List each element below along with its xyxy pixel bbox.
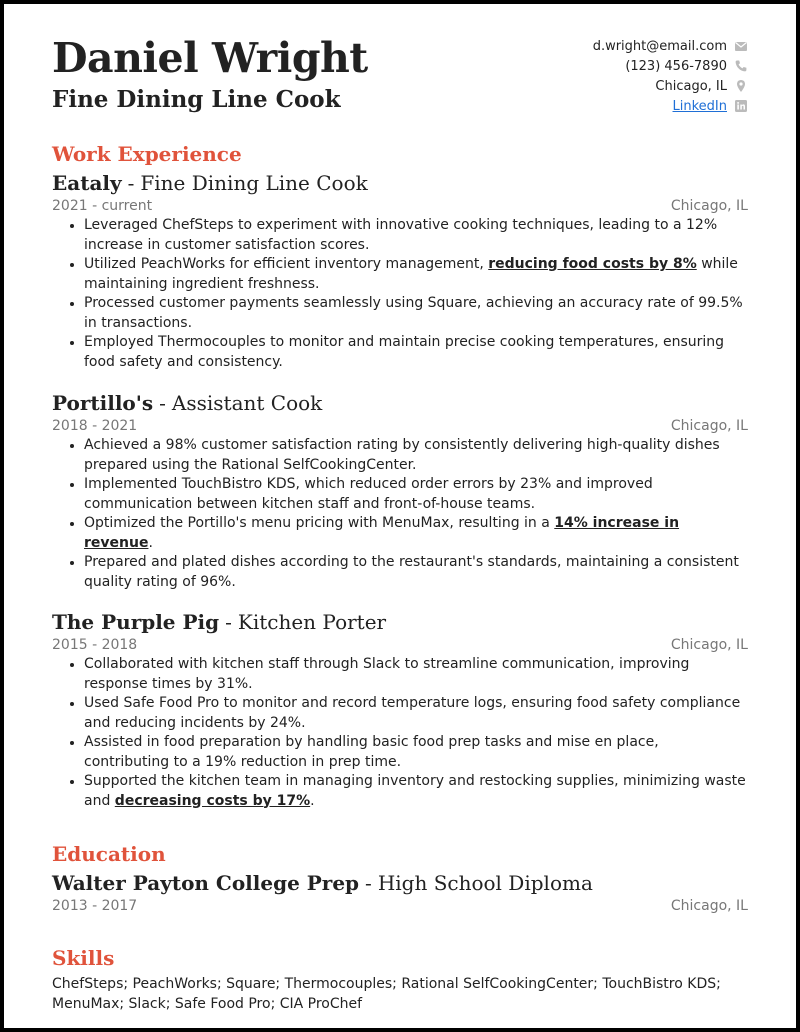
job-meta: [52, 416, 748, 436]
job-location: Chicago, IL: [670, 198, 748, 214]
education-entry: [52, 870, 748, 916]
contact-email[interactable]: d.wright@email.com: [592, 38, 727, 54]
job-role: Assistant Cook: [171, 391, 323, 415]
job-header: [52, 390, 748, 416]
bullet-text: Leveraged ChefSteps to experiment with innovative cooking techniques, leading to a 12% increase in customer satisfaction scores.: [84, 217, 718, 253]
bullet-text: Optimized the Portillo's menu pricing with MenuMax, resulting in a: [84, 515, 555, 531]
phone-icon: [734, 59, 748, 73]
bullet-text: Implemented TouchBistro KDS, which reduced order errors by 23% and improved communication between kitchen staff and front-of-house teams.: [84, 476, 653, 512]
job-bullets: [52, 655, 748, 811]
job-separator: -: [159, 391, 166, 415]
job-role: Kitchen Porter: [237, 610, 387, 634]
contact-email-row: [448, 36, 748, 56]
job-bullet: [84, 694, 748, 733]
job-role: Fine Dining Line Cook: [140, 171, 368, 195]
job-bullet: [84, 772, 748, 811]
job-header: [52, 170, 748, 196]
education-header: [52, 870, 748, 896]
job-entry: [52, 390, 748, 592]
skills-list: ChefSteps; PeachWorks; Square; Thermocouples; Rational SelfCookingCenter; TouchBistro KDS; MenuMax; Slack; Safe Food Pro; CIA ProChef: [52, 976, 721, 1012]
job-dates: 2018 - 2021: [52, 418, 138, 434]
bullet-text: Assisted in food preparation by handling basic food prep tasks and mise en place, contributing to a 19% reduction in prep time.: [84, 734, 659, 770]
bullet-text: Prepared and plated dishes according to the restaurant's standards, maintaining a consistent quality rating of 96%.: [84, 554, 739, 590]
job-header: [52, 609, 748, 635]
contact-block: [448, 36, 748, 116]
job-bullet: [84, 294, 748, 333]
bullet-text: Utilized PeachWorks for efficient inventory management,: [84, 256, 489, 272]
job-bullet: [84, 333, 748, 372]
education-separator: -: [365, 871, 372, 895]
bullet-text-tail: while maintaining ingredient freshness.: [84, 256, 738, 292]
location-pin-icon: [734, 79, 748, 93]
bullet-text-tail: .: [310, 792, 315, 809]
job-separator: -: [225, 610, 232, 634]
bullet-text: Used Safe Food Pro to monitor and record temperature logs, ensuring food safety compliance and reducing incidents by 24%.: [84, 695, 741, 731]
education-dates: 2013 - 2017: [52, 898, 138, 914]
linkedin-icon: [734, 99, 748, 113]
bullet-highlight: reducing food costs by 8%: [488, 256, 697, 272]
job-company: Eataly: [52, 171, 122, 195]
education-degree: High School Diploma: [377, 871, 593, 895]
job-bullet: [84, 655, 748, 694]
candidate-title: Fine Dining Line Cook: [52, 86, 341, 113]
job-bullet: [84, 255, 748, 294]
resume-page: [4, 4, 796, 1028]
work-experience-heading: Work Experience: [52, 142, 242, 166]
bullet-text-tail: .: [148, 534, 153, 551]
education-heading: Education: [52, 842, 166, 866]
bullet-text: Collaborated with kitchen staff through Slack to streamline communication, improving response times by 31%.: [84, 656, 690, 692]
envelope-icon: [734, 39, 748, 53]
job-location: Chicago, IL: [670, 418, 748, 434]
job-bullet: [84, 475, 748, 514]
job-entry: [52, 170, 748, 372]
job-bullet: [84, 216, 748, 255]
education-location: Chicago, IL: [670, 898, 748, 914]
job-bullet: [84, 553, 748, 592]
bullet-text: Achieved a 98% customer satisfaction rating by consistently delivering high-quality dishes prepared using the Rational SelfCookingCenter.: [84, 437, 720, 473]
bullet-text: Supported the kitchen team in managing inventory and restocking supplies, minimizing waste and: [84, 773, 746, 809]
bullet-highlight: decreasing costs by 17%: [114, 792, 311, 809]
job-bullet: [84, 733, 748, 772]
education-school: Walter Payton College Prep: [52, 871, 360, 895]
contact-location-row: [448, 76, 748, 96]
bullet-highlight: 14% increase in revenue: [84, 515, 680, 551]
job-meta: [52, 196, 748, 216]
candidate-name: Daniel Wright: [52, 34, 368, 82]
job-meta: [52, 635, 748, 655]
contact-phone-row: [448, 56, 748, 76]
job-dates: 2015 - 2018: [52, 637, 138, 653]
job-separator: -: [127, 171, 135, 195]
job-location: Chicago, IL: [670, 637, 748, 653]
job-bullets: [52, 436, 748, 592]
job-entry: [52, 609, 748, 811]
education-meta: [52, 896, 748, 916]
bullet-text: Employed Thermocouples to monitor and maintain precise cooking temperatures, ensuring food safety and consistency.: [84, 334, 725, 370]
job-bullet: [84, 514, 748, 553]
contact-phone[interactable]: (123) 456-7890: [625, 58, 727, 74]
skills-heading: Skills: [52, 946, 115, 970]
job-bullets: [52, 216, 748, 372]
job-company: The Purple Pig: [52, 610, 220, 634]
job-company: Portillo's: [52, 391, 154, 415]
bullet-text: Processed customer payments seamlessly using Square, achieving an accuracy rate of 99.5% in transactions.: [84, 295, 743, 331]
contact-location: Chicago, IL: [655, 78, 727, 94]
linkedin-link[interactable]: LinkedIn: [672, 98, 727, 114]
job-bullet: [84, 436, 748, 475]
contact-linkedin-row: [448, 96, 748, 116]
job-dates: 2021 - current: [52, 198, 153, 214]
